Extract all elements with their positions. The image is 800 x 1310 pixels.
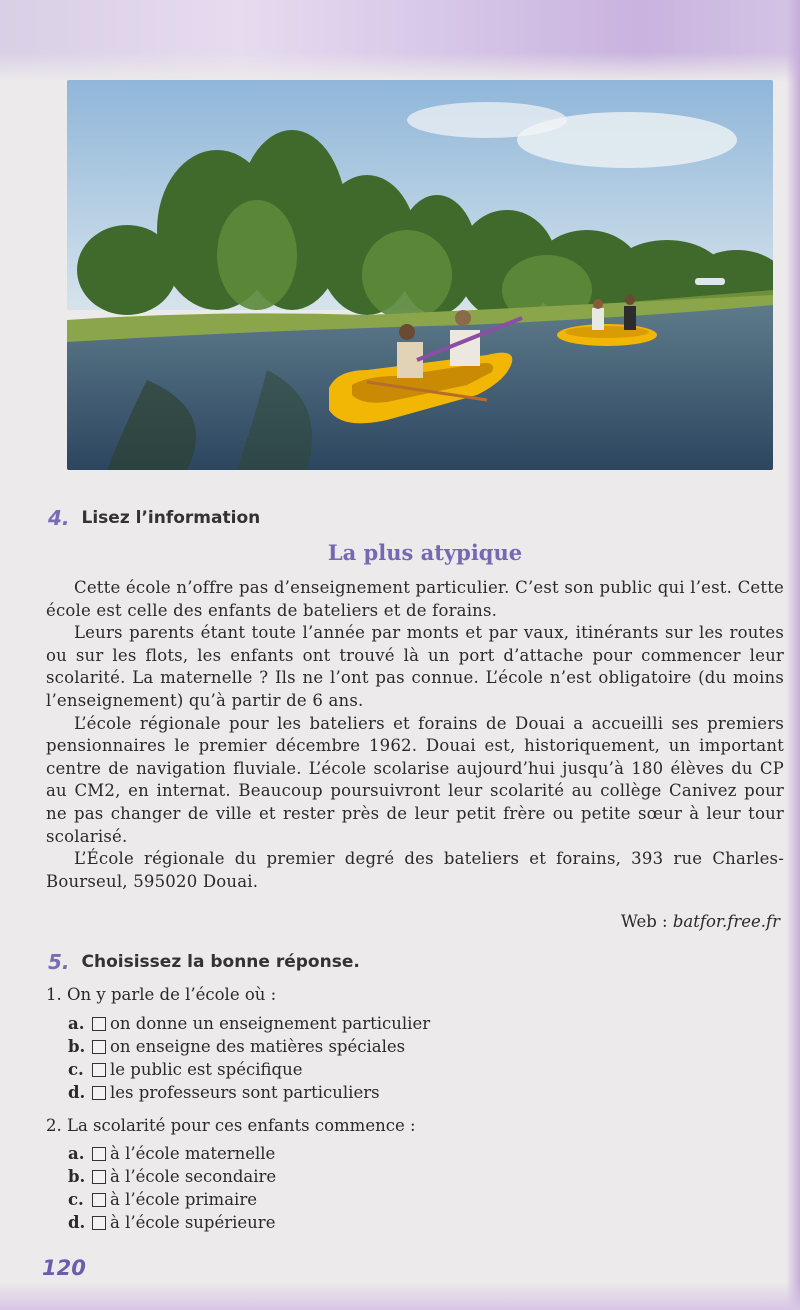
checkbox[interactable] (92, 1063, 106, 1077)
web-source (621, 912, 780, 931)
page-number: 120 (42, 1256, 86, 1280)
option-text: à l’école maternelle (110, 1144, 276, 1163)
checkbox[interactable] (92, 1216, 106, 1230)
task-5-heading (48, 950, 360, 974)
option-letter: c. (68, 1190, 84, 1209)
kayak-photo (67, 80, 773, 470)
option-letter: b. (68, 1037, 86, 1056)
article-title: La plus atypique (327, 540, 523, 565)
question-2: 2. La scolarité pour ces enfants commence : (46, 1116, 416, 1135)
decorative-right-edge (786, 0, 800, 1310)
question-2-option-a[interactable] (68, 1144, 275, 1163)
question-2-option-c[interactable] (68, 1190, 257, 1209)
web-url[interactable]: batfor.free.fr (672, 912, 780, 931)
option-text: à l’école primaire (110, 1190, 257, 1209)
checkbox[interactable] (92, 1086, 106, 1100)
article-paragraph: Cette école n’offre pas d’enseignement particulier. C’est son public qui l’est. Cette école est celle des enfants de bateliers et de forains. (46, 578, 784, 620)
question-1: 1. On y parle de l’école où : (46, 985, 277, 1004)
question-1-option-d[interactable] (68, 1083, 380, 1102)
decorative-bottom-band (0, 1282, 800, 1310)
task-5-number: 5. (48, 950, 70, 974)
task-4-label: Lisez l’information (81, 508, 261, 528)
option-text: les professeurs sont particuliers (110, 1083, 380, 1102)
option-text: on donne un enseignement particulier (110, 1014, 431, 1033)
option-letter: d. (68, 1083, 86, 1102)
article-body (46, 577, 784, 893)
task-4-heading (48, 506, 260, 530)
question-2-option-b[interactable] (68, 1167, 276, 1186)
article-paragraph: L’école régionale pour les bateliers et forains de Douai a accueilli ses premiers pensionnaires le premier décembre 1962. Douai est, historiquement, un important centre de navigation fluviale. L’école scolarise aujourd’hui jusqu’à 180 élèves du CP au CM2, en internat. Beaucoup poursuivront leur scolarité au collège Canivez pour ne pas changer de ville et rester près de leur petit frère ou petite sœur à leur tour scolarisé. (46, 713, 784, 846)
option-text: à l’école supérieure (110, 1213, 276, 1232)
web-prefix: Web : (620, 912, 673, 931)
option-text: on enseigne des matières spéciales (110, 1037, 406, 1056)
question-1-option-b[interactable] (68, 1037, 405, 1056)
kayak-photo-illustration (67, 80, 773, 470)
question-2-option-d[interactable] (68, 1213, 275, 1232)
decorative-top-band (0, 0, 800, 82)
task-5-label: Choisissez la bonne réponse. (81, 952, 360, 972)
option-letter: a. (68, 1144, 85, 1163)
checkbox[interactable] (92, 1040, 106, 1054)
question-1-option-c[interactable] (68, 1060, 302, 1079)
article-paragraph: L’École régionale du premier degré des bateliers et forains, 393 rue Charles-Bourseul, 595020 Douai. (46, 849, 784, 891)
question-1-option-a[interactable] (68, 1014, 430, 1033)
checkbox[interactable] (92, 1147, 106, 1161)
task-4-number: 4. (48, 506, 70, 530)
option-text: le public est spécifique (110, 1060, 303, 1079)
option-letter: d. (68, 1213, 86, 1232)
option-letter: c. (68, 1060, 84, 1079)
option-letter: a. (68, 1014, 85, 1033)
option-letter: b. (68, 1167, 86, 1186)
checkbox[interactable] (92, 1170, 106, 1184)
checkbox[interactable] (92, 1017, 106, 1031)
checkbox[interactable] (92, 1193, 106, 1207)
option-text: à l’école secondaire (110, 1167, 277, 1186)
article-paragraph: Leurs parents étant toute l’année par monts et par vaux, itinérants sur les routes ou sur les flots, les enfants ont trouvé là un port d’attache pour commencer leur scolarité. La maternelle ? Ils ne l’ont pas connue. L’école n’est obligatoire (du moins l’enseignement) qu’à partir de 6 ans. (46, 623, 784, 710)
